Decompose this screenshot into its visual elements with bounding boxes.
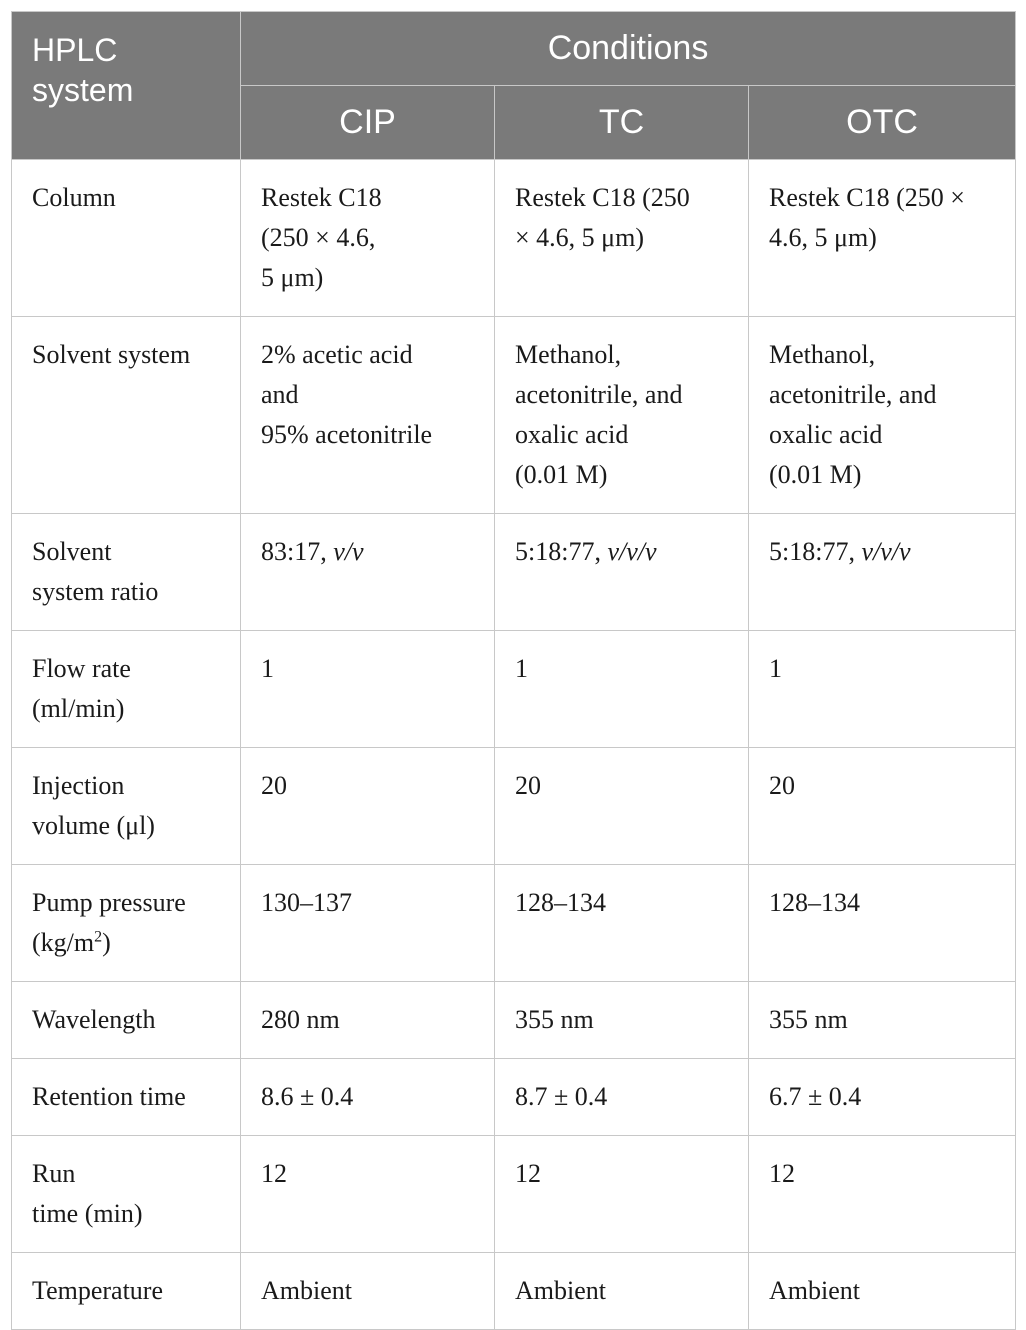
ratio-value: 5:18:77,: [515, 537, 608, 566]
cell-line: Methanol,: [769, 340, 876, 369]
cell-temperature-otc: Ambient: [749, 1253, 1016, 1330]
cell-column-otc: [749, 160, 1016, 317]
unit-superscript: 2: [94, 928, 103, 946]
cell-line: 4.6, 5 μm): [769, 223, 877, 252]
row-label-retention-time: [12, 1059, 241, 1136]
cell-wavelength-tc: 355 nm: [495, 982, 749, 1059]
cell-pump-pressure-tc: 128–134: [495, 865, 749, 982]
hplc-conditions-table: [11, 11, 1016, 1330]
row-label-line: (ml/min): [32, 694, 125, 723]
row-label-flow-rate: [12, 631, 241, 748]
table-row: [12, 1059, 1016, 1136]
cell-flow-rate-otc: 1: [749, 631, 1016, 748]
cell-retention-time-otc: 6.7 ± 0.4: [749, 1059, 1016, 1136]
cell-wavelength-otc: 355 nm: [749, 982, 1016, 1059]
cell-pump-pressure-otc: 128–134: [749, 865, 1016, 982]
cell-retention-time-tc: 8.7 ± 0.4: [495, 1059, 749, 1136]
table-row: [12, 514, 1016, 631]
cell-solvent-system-tc: [495, 317, 749, 514]
table-row: [12, 1136, 1016, 1253]
cell-injection-volume-cip: 20: [241, 748, 495, 865]
table-row: [12, 317, 1016, 514]
cell-solvent-system-cip: [241, 317, 495, 514]
header-corner-line-2: system: [32, 72, 134, 108]
cell-line: Restek C18 (250: [515, 183, 690, 212]
row-label-solvent-system: [12, 317, 241, 514]
cell-line: oxalic acid: [769, 420, 883, 449]
table-row: [12, 1253, 1016, 1330]
cell-wavelength-cip: 280 nm: [241, 982, 495, 1059]
cell-run-time-tc: 12: [495, 1136, 749, 1253]
header-conditions: Conditions: [241, 12, 1016, 86]
table-row: [12, 865, 1016, 982]
cell-injection-volume-tc: 20: [495, 748, 749, 865]
row-label-wavelength: [12, 982, 241, 1059]
cell-temperature-tc: Ambient: [495, 1253, 749, 1330]
row-label-line: time (min): [32, 1199, 143, 1228]
row-label-run-time: [12, 1136, 241, 1253]
header-corner-cell: [12, 12, 241, 160]
row-label-solvent-system-ratio: [12, 514, 241, 631]
cell-line: Methanol,: [515, 340, 622, 369]
header-col-tc: TC: [495, 86, 749, 160]
row-label-line: Injection: [32, 771, 125, 800]
cell-line: acetonitrile, and: [769, 380, 937, 409]
header-col-otc: OTC: [749, 86, 1016, 160]
ratio-value: 83:17,: [261, 537, 334, 566]
cell-injection-volume-otc: 20: [749, 748, 1016, 865]
row-label-pump-pressure: [12, 865, 241, 982]
row-label-line: Solvent: [32, 537, 112, 566]
cell-line: 95% acetonitrile: [261, 420, 433, 449]
cell-run-time-otc: 12: [749, 1136, 1016, 1253]
row-label-column: [12, 160, 241, 317]
cell-temperature-cip: Ambient: [241, 1253, 495, 1330]
row-label-temperature: [12, 1253, 241, 1330]
cell-line: oxalic acid: [515, 420, 629, 449]
row-label-line: Temperature: [32, 1276, 163, 1305]
cell-line: 5 μm): [261, 263, 324, 292]
ratio-unit: v/v/v: [861, 537, 911, 566]
cell-run-time-cip: 12: [241, 1136, 495, 1253]
cell-line: and: [261, 380, 299, 409]
cell-ratio-tc: [495, 514, 749, 631]
unit-close: ): [102, 928, 111, 957]
row-label-line: system ratio: [32, 577, 159, 606]
cell-line: × 4.6, 5 μm): [515, 223, 644, 252]
ratio-unit: v/v: [333, 537, 364, 566]
cell-flow-rate-cip: 1: [241, 631, 495, 748]
cell-line: acetonitrile, and: [515, 380, 683, 409]
row-label-line: Solvent system: [32, 340, 191, 369]
cell-line: (0.01 M): [769, 460, 862, 489]
cell-line: 2% acetic acid: [261, 340, 413, 369]
table-row: [12, 160, 1016, 317]
table-row: [12, 748, 1016, 865]
row-label-injection-volume: [12, 748, 241, 865]
row-label-line: Run: [32, 1159, 76, 1188]
cell-ratio-cip: [241, 514, 495, 631]
table-row: [12, 631, 1016, 748]
cell-ratio-otc: [749, 514, 1016, 631]
row-label-line: Flow rate: [32, 654, 131, 683]
cell-column-tc: [495, 160, 749, 317]
cell-line: Restek C18: [261, 183, 382, 212]
header-col-cip: CIP: [241, 86, 495, 160]
row-label-line-unit: [32, 923, 220, 963]
ratio-value: 5:18:77,: [769, 537, 862, 566]
row-label-line: Pump pressure: [32, 888, 186, 917]
cell-solvent-system-otc: [749, 317, 1016, 514]
header-corner-line-1: HPLC: [32, 32, 118, 68]
cell-line: Restek C18 (250 ×: [769, 183, 965, 212]
cell-line: (250 × 4.6,: [261, 223, 376, 252]
cell-retention-time-cip: 8.6 ± 0.4: [241, 1059, 495, 1136]
unit-text: (kg/m: [32, 928, 95, 957]
cell-flow-rate-tc: 1: [495, 631, 749, 748]
row-label-line: volume (μl): [32, 811, 155, 840]
cell-column-cip: [241, 160, 495, 317]
ratio-unit: v/v/v: [607, 537, 657, 566]
cell-line: (0.01 M): [515, 460, 608, 489]
row-label-line: Column: [32, 183, 116, 212]
row-label-line: Wavelength: [32, 1005, 156, 1034]
table-row: [12, 982, 1016, 1059]
row-label-line: Retention time: [32, 1082, 186, 1111]
cell-pump-pressure-cip: 130–137: [241, 865, 495, 982]
